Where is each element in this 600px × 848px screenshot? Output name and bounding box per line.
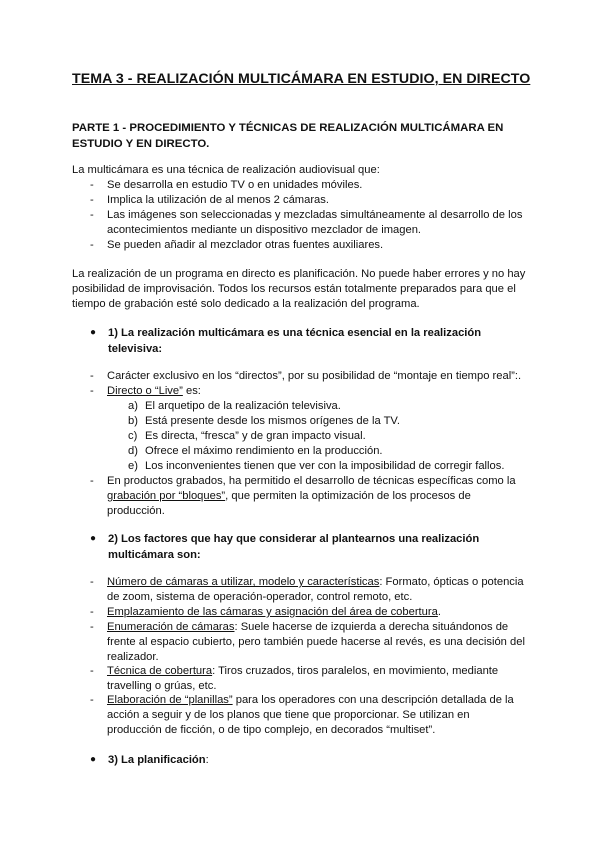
list-item [107,384,527,399]
dash-marker: - [90,694,94,706]
dash-marker: - [90,475,94,487]
item-text: , que permiten la optimización de los procesos de producción. [107,490,471,517]
dash-marker: - [90,621,94,633]
term: Número de cámaras a utilizar, modelo y características [107,576,380,588]
item-text: : Formato, ópticas o potencia de zoom, sistema de operación-operador, control remoto, etc. [107,576,524,603]
item-text: para los operadores con una descripción detallada de la acción a seguir y de los planos que tiene que proporcionar. Se utilizan en producción de ficción, o de tipo complejo, en decorados “multiset”. [107,694,514,736]
page-title: TEMA 3 - REALIZACIÓN MULTICÁMARA EN ESTUDIO, EN DIRECTO [72,71,531,87]
dash-marker: - [90,576,94,588]
item-text: : Tiros cruzados, tiros paralelos, en movimiento, mediante travelling o grúas, etc. [107,665,499,692]
item-text: En productos grabados, ha permitido el desarrollo de técnicas específicas como la [107,475,516,487]
item-text: . [437,606,441,618]
list-item [107,575,527,605]
item-text: : Suele hacerse de izquierda a derecha situándonos de frente al espacio cubierto, pero también puede hacerse al revés, es una decisión del realizador. [107,621,525,663]
intro-item: Se desarrolla en estudio TV o en unidades móviles. [107,179,363,191]
list-item [107,605,527,620]
list-item [107,664,527,694]
planning-paragraph: La realización de un programa en directo es planificación. No puede haber errores y no hay posibilidad de improvisación. Todos los recursos están totalmente preparados para que el tiempo de grabación esté solo dedicado a la realización del programa. [72,268,526,310]
list-item [107,620,527,665]
heading-colon: : [205,754,209,766]
bullet-marker: ● [90,327,97,338]
term: Emplazamiento de las cámaras y asignación del área de cobertura [107,606,438,618]
term: Directo o “Live” [107,385,183,397]
dash-marker: - [90,239,94,251]
list-item: Carácter exclusivo en los “directos”, por su posibilidad de “montaje en tiempo real”:. [107,370,522,382]
dash-marker: - [90,385,94,397]
dash-marker: - [90,370,94,382]
sub-item-letter: b) [128,415,138,427]
section-heading-1: 1) La realización multicámara es una técnica esencial en la realización televisiva: [108,327,482,355]
section-heading-text: 3) La planificación [108,754,206,766]
section-heading-2: 2) Los factores que hay que considerar al plantearnos una realización multicámara son: [108,533,480,561]
item-text: es: [182,385,201,397]
dash-marker: - [90,194,94,206]
term: Elaboración de “planillas” [107,694,233,706]
dash-marker: - [90,179,94,191]
intro-item: Se pueden añadir al mezclador otras fuentes auxiliares. [107,239,384,251]
sub-item: El arquetipo de la realización televisiva. [145,400,341,412]
part-title: PARTE 1 - PROCEDIMIENTO Y TÉCNICAS DE REALIZACIÓN MULTICÁMARA EN ESTUDIO Y EN DIRECTO. [72,122,504,150]
sub-item-letter: e) [128,460,138,472]
term: Enumeración de cámaras [107,621,235,633]
bullet-marker: ● [90,533,97,544]
list-item [107,693,527,738]
section-heading-3 [108,752,528,768]
sub-item: Los inconvenientes tienen que ver con la imposibilidad de corregir fallos. [145,460,505,472]
bullet-marker: ● [90,754,97,765]
intro-item: Implica la utilización de al menos 2 cámaras. [107,194,329,206]
sub-item-letter: c) [128,430,138,442]
dash-marker: - [90,209,94,221]
list-item [107,474,527,519]
sub-item: Está presente desde los mismos orígenes de la TV. [145,415,400,427]
sub-item-letter: a) [128,400,138,412]
sub-item: Es directa, “fresca” y de gran impacto visual. [145,430,366,442]
term: grabación por “bloques” [107,490,226,502]
dash-marker: - [90,606,94,618]
sub-item: Ofrece el máximo rendimiento en la producción. [145,445,383,457]
sub-item-letter: d) [128,445,138,457]
intro-paragraph: La multicámara es una técnica de realización audiovisual que: [72,164,380,176]
intro-item: Las imágenes son seleccionadas y mezcladas simultáneamente al desarrollo de los acontecimientos mediante un dispositivo mezclador de imagen. [107,209,523,236]
dash-marker: - [90,665,94,677]
term: Técnica de cobertura [107,665,213,677]
